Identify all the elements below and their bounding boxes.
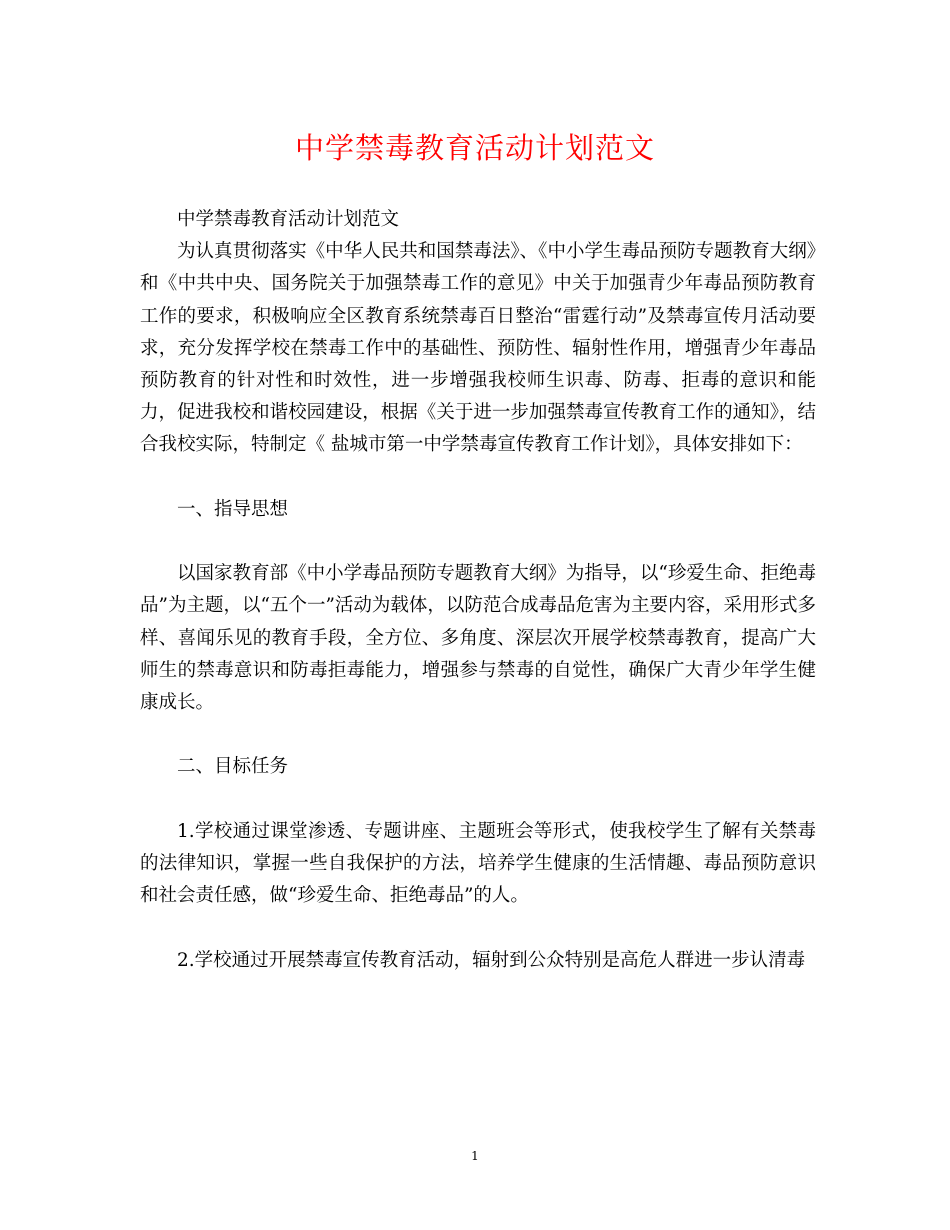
objective-item-2: 2.学校通过开展禁毒宣传教育活动，辐射到公众特别是高危人群进一步认清毒: [177, 949, 806, 971]
document-subtitle: 中学禁毒教育活动计划范文: [177, 209, 400, 230]
document-title: 中学禁毒教育活动计划范文: [294, 131, 655, 165]
objective-item-1: 1.学校通过课堂渗透、专题讲座、主题班会等形式，使我校学生了解有关禁毒的法律知识，掌握一些自我保护的方法，培养学生健康的生活情趣、毒品预防意识和社会责任感，做“珍爱生命、拒绝毒品”的人。: [140, 820, 816, 907]
section-heading-objectives: 二、目标任务: [177, 756, 289, 778]
page-number: 1: [471, 1149, 479, 1163]
intro-paragraph: 为认真贯彻落实《中华人民共和国禁毒法》、《中小学生毒品预防专题教育大纲》和《中共中央、国务院关于加强禁毒工作的意见》中关于加强青少年毒品预防教育工作的要求，积极响应全区教育系统禁毒百日整治“雷霆行动”及禁毒宣传月活动要求，充分发挥学校在禁毒工作中的基础性、预防性、辐射性作用，增强青少年毒品预防教育的针对性和时效性，进一步增强我校师生识毒、防毒、拒毒的意识和能力，促进我校和谐校园建设，根据《关于进一步加强禁毒宣传教育工作的通知》，结合我校实际，特制定《 盐城市第一中学禁毒宣传教育工作计划》，具体安排如下：: [140, 241, 816, 456]
section-heading-guiding-ideology: 一、指导思想: [177, 498, 289, 520]
guiding-ideology-paragraph: 以国家教育部《中小学毒品预防专题教育大纲》为指导，以“珍爱生命、拒绝毒品”为主题，以“五个一”活动为载体，以防范合成毒品危害为主要内容，采用形式多样、喜闻乐见的教育手段，全方位、多角度、深层次开展学校禁毒教育，提高广大师生的禁毒意识和防毒拒毒能力，增强参与禁毒的自觉性，确保广大青少年学生健康成长。: [140, 563, 816, 714]
document-body: [140, 204, 816, 977]
